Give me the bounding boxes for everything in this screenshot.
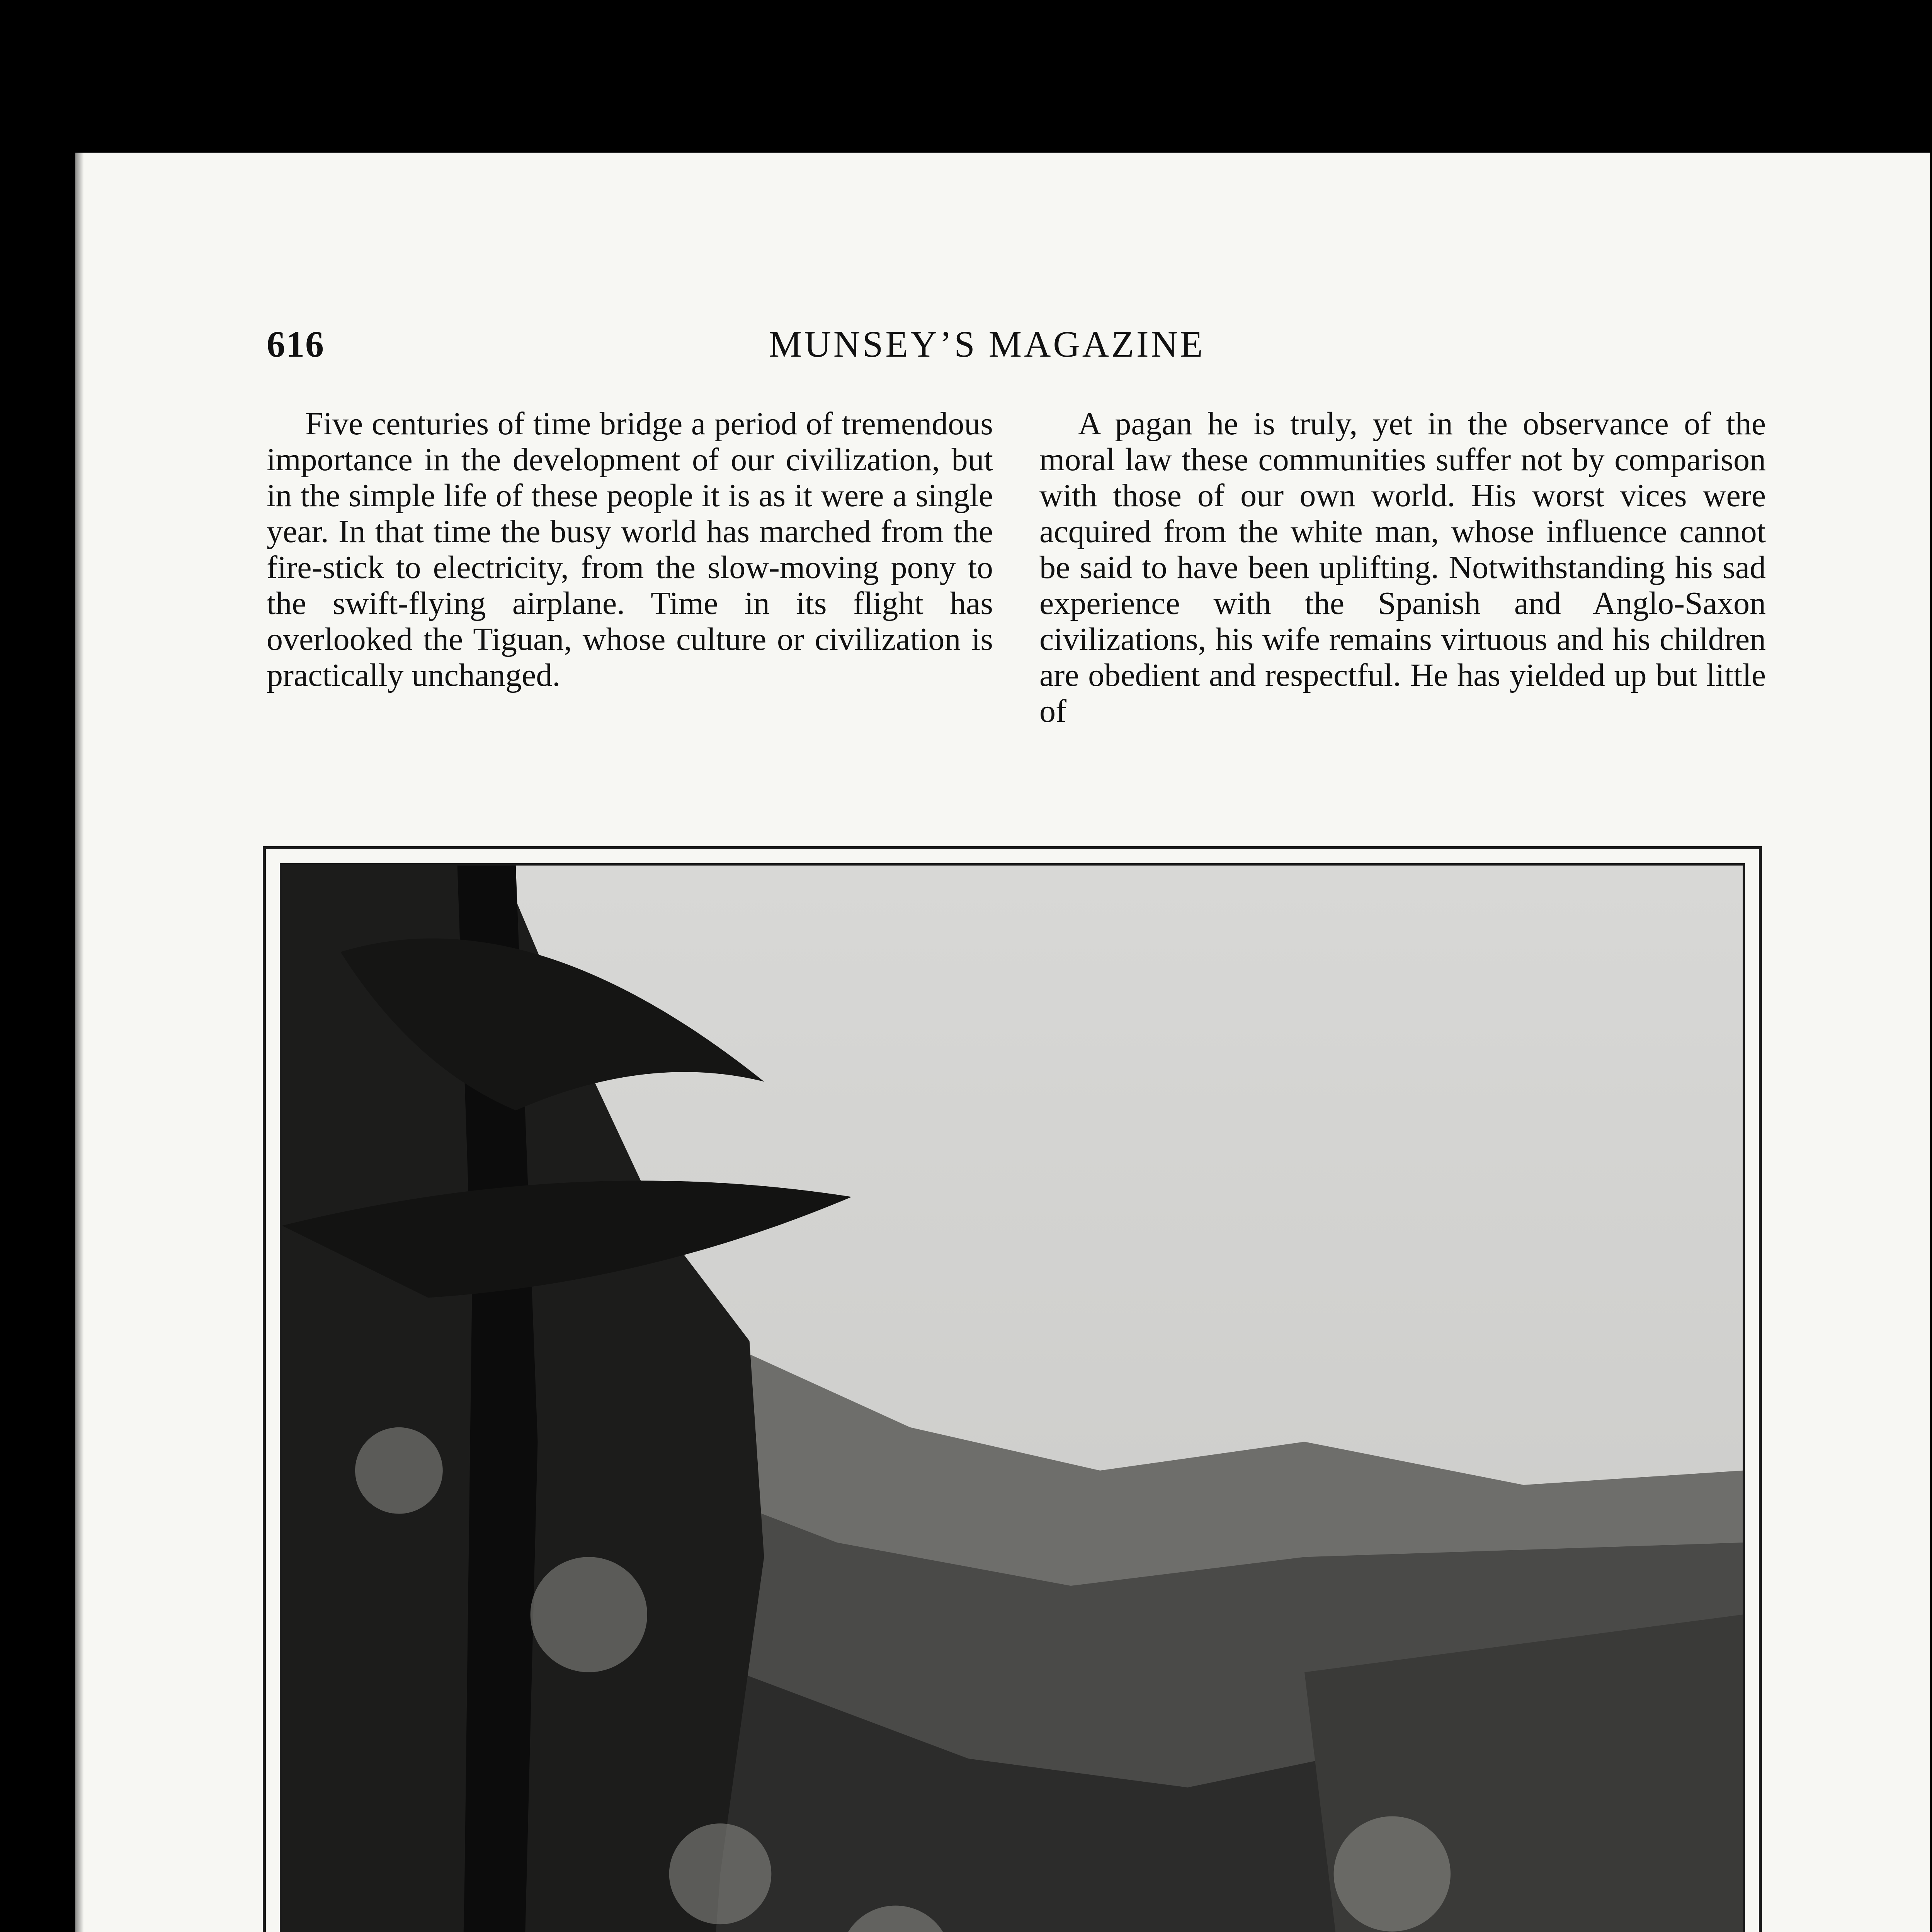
page-number: 616	[267, 323, 325, 365]
running-head	[267, 323, 1774, 369]
photo-frame	[263, 846, 1762, 1932]
magazine-title: MUNSEY’S MAGAZINE	[769, 323, 1205, 365]
mountain-gorge-image	[282, 866, 1743, 1932]
article-column-right: A pagan he is truly, yet in the observance of the moral law these communities suffer not by comparison with those of our own world. His worst vices were acquired from the white man, whose influence cannot be said to have been uplifting. Notwithstanding his sad experience with the Spanish and Anglo-Saxon civilizations, his wife remains virtuous and his children are obedient and respectful. He has yielded up but little of	[1039, 406, 1766, 729]
article-column-left: Five centuries of time bridge a period of tremendous importance in the development of our civilization, but in the simple life of these people it is as it were a single year. In that time the busy world has marched from the fire-stick to electricity, from the slow-moving pony to the swift-flying airplane. Time in its flight has overlooked the Tiguan, whose culture or civilization is practically unchanged.	[267, 406, 993, 693]
landscape-photograph	[280, 863, 1745, 1932]
gutter-shadow	[1930, 147, 1932, 1932]
page-binding-edge	[75, 153, 84, 1932]
